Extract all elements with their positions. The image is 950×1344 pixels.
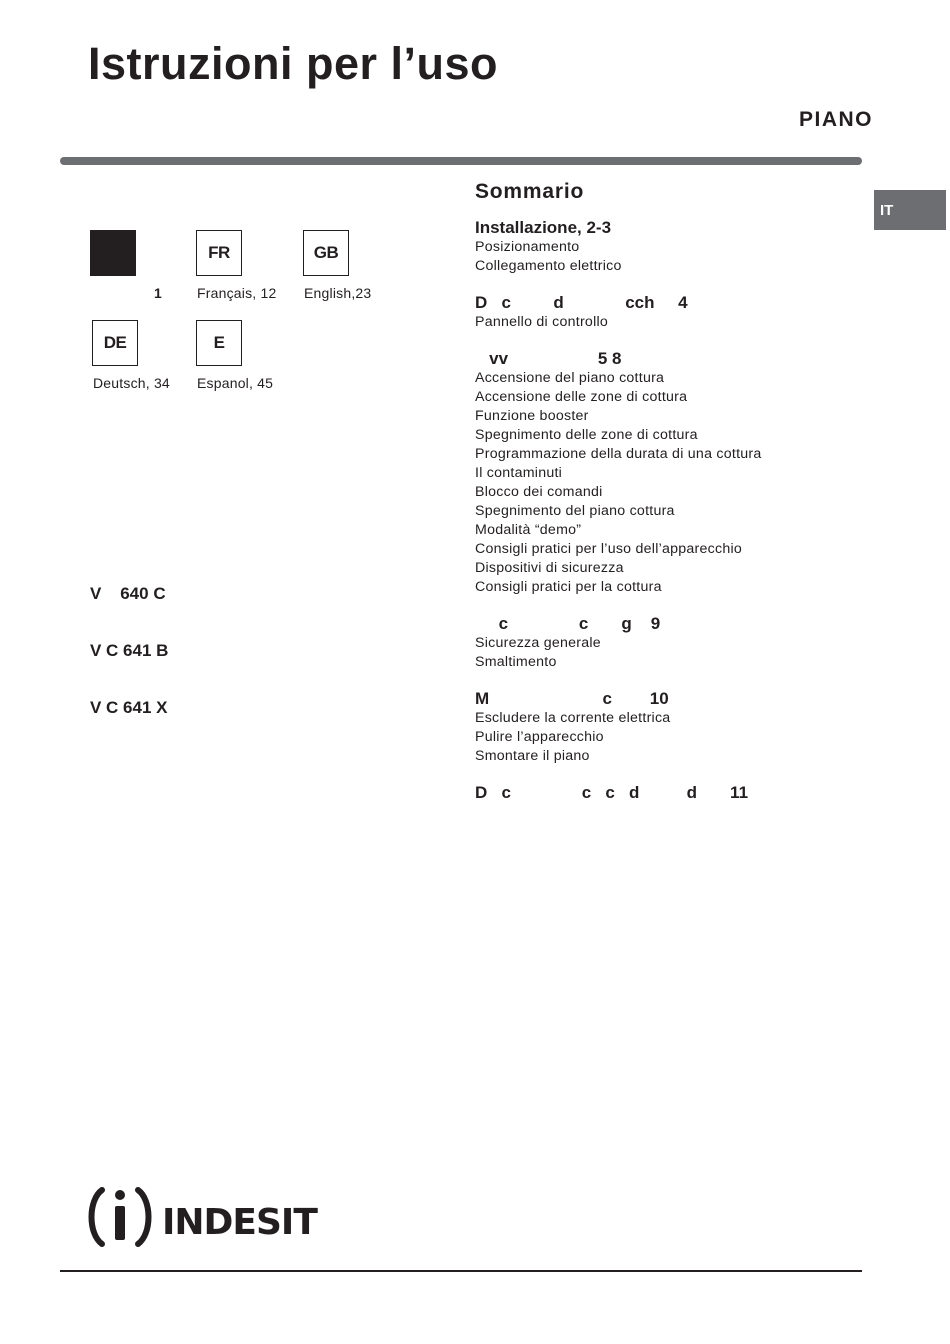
svg-text:INDESIT: INDESIT	[162, 1202, 317, 1243]
page-title: Istruzioni per l’uso	[88, 38, 499, 89]
toc-heading: c c g 9	[475, 614, 661, 633]
toc-item: Consigli pratici per l’uso dell’apparecchio	[475, 541, 743, 557]
lang-box-fr: FR	[196, 230, 242, 276]
model-name: V C 641 X	[90, 698, 168, 717]
model-list	[90, 546, 168, 736]
toc-item: Blocco dei comandi	[475, 484, 603, 500]
toc-item: Smontare il piano	[475, 748, 590, 764]
toc-item: Modalità “demo”	[475, 522, 582, 538]
lang-label-fr: Français, 12	[197, 285, 277, 301]
toc-heading: M c 10	[475, 689, 669, 708]
toc-item: Collegamento elettrico	[475, 258, 622, 274]
toc-heading: D c d cch 4	[475, 293, 688, 312]
product-type: PIANO	[798, 108, 873, 131]
toc-item: Consigli pratici per la cottura	[475, 579, 662, 595]
toc-section	[475, 349, 865, 597]
bottom-rule	[60, 1270, 862, 1272]
toc-item: Funzione booster	[475, 408, 589, 424]
toc-heading: D c c c d d 11	[475, 783, 749, 802]
toc-item: Escludere la corrente elettrica	[475, 710, 671, 726]
lang-box-it	[90, 230, 136, 276]
lang-label-gb: English,23	[304, 285, 372, 301]
toc-item: Accensione del piano cottura	[475, 370, 665, 386]
toc-heading: vv 5 8	[475, 349, 622, 368]
toc-section	[475, 293, 865, 332]
toc-title: Sommario	[475, 180, 585, 203]
toc-section	[475, 614, 865, 672]
toc-item: Il contaminuti	[475, 465, 563, 481]
toc-section	[475, 689, 865, 766]
toc-item: Spegnimento delle zone di cottura	[475, 427, 698, 443]
toc-item: Spegnimento del piano cottura	[475, 503, 675, 519]
top-rule	[60, 157, 862, 165]
toc-item: Posizionamento	[475, 239, 580, 255]
toc-item: Sicurezza generale	[475, 635, 601, 651]
toc-section	[475, 783, 865, 803]
lang-box-gb: GB	[303, 230, 349, 276]
model-name: V C 641 B	[90, 641, 169, 660]
lang-box-es: E	[196, 320, 242, 366]
toc-item: Pulire l’apparecchio	[475, 729, 604, 745]
toc-item: Programmazione della durata di una cottura	[475, 446, 762, 462]
model-name: V 640 C	[90, 584, 166, 603]
toc-section	[475, 218, 865, 276]
lang-page-it: 1	[154, 285, 162, 301]
toc-item: Dispositivi di sicurezza	[475, 560, 624, 576]
indesit-logo	[88, 1182, 328, 1252]
lang-label-es: Espanol, 45	[197, 375, 274, 391]
toc-item: Accensione delle zone di cottura	[475, 389, 688, 405]
toc-item: Pannello di controllo	[475, 314, 609, 330]
toc-heading: Installazione, 2-3	[475, 218, 612, 237]
lang-label-de: Deutsch, 34	[93, 375, 170, 391]
lang-box-de: DE	[92, 320, 138, 366]
table-of-contents	[475, 180, 865, 820]
toc-item: Smaltimento	[475, 654, 557, 670]
language-tab: IT	[874, 190, 946, 230]
